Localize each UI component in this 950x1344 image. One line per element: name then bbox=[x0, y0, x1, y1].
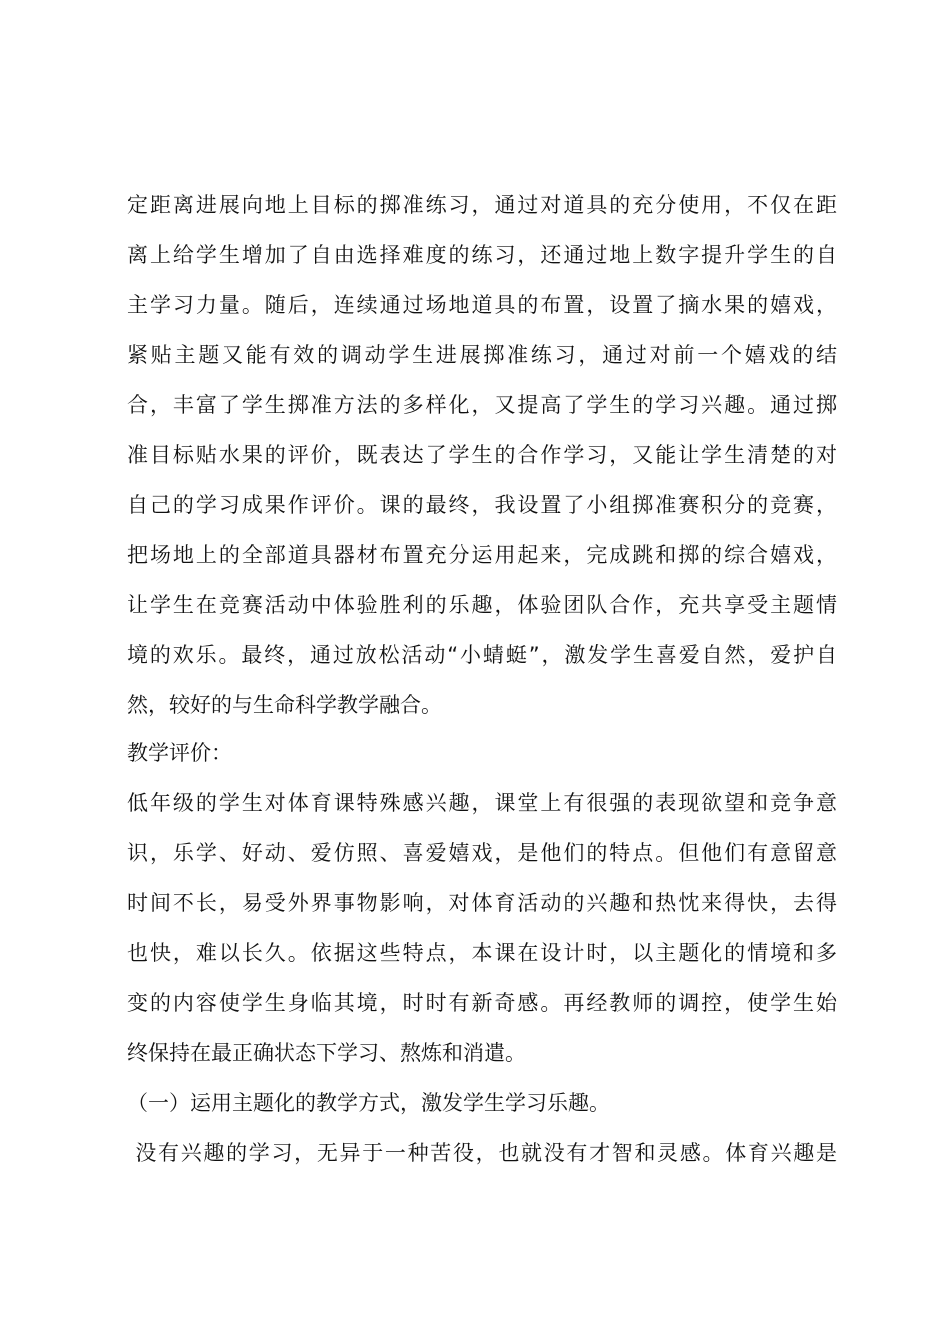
subheading: （一）运用主题化的教学方式，激发学生学习乐趣。 bbox=[127, 1091, 610, 1115]
paragraph-line: 准目标贴水果的评价，既表达了学生的合作学习，又能让学生清楚的对 bbox=[127, 443, 837, 467]
paragraph-line: 主学习力量。随后，连续通过场地道具的布置，设置了摘水果的嬉戏， bbox=[127, 293, 837, 317]
paragraph-line: 让学生在竞赛活动中体验胜利的乐趣，体验团队合作，充共享受主题情 bbox=[127, 593, 837, 617]
paragraph-line: 低年级的学生对体育课特殊感兴趣，课堂上有很强的表现欲望和竞争意 bbox=[127, 791, 837, 815]
paragraph-line: 然，较好的与生命科学教学融合。 bbox=[127, 693, 442, 717]
paragraph-line: 合，丰富了学生掷准方法的多样化，又提高了学生的学习兴趣。通过掷 bbox=[127, 393, 837, 417]
paragraph-line: 定距离进展向地上目标的掷准练习，通过对道具的充分使用，不仅在距 bbox=[127, 193, 837, 217]
section-heading: 教学评价： bbox=[127, 741, 232, 765]
paragraph-line: 终保持在最正确状态下学习、熬炼和消遣。 bbox=[127, 1041, 526, 1065]
paragraph-line: 识，乐学、好动、爱仿照、喜爱嬉戏，是他们的特点。但他们有意留意 bbox=[127, 841, 837, 865]
paragraph-line: 变的内容使学生身临其境，时时有新奇感。再经教师的调控，使学生始 bbox=[127, 991, 837, 1015]
paragraph-line: 时间不长，易受外界事物影响，对体育活动的兴趣和热忱来得快，去得 bbox=[127, 891, 837, 915]
paragraph-line: 境的欢乐。最终，通过放松活动“小蜻蜓”，激发学生喜爱自然，爱护自 bbox=[127, 643, 837, 667]
paragraph-line: 自己的学习成果作评价。课的最终，我设置了小组掷准赛积分的竞赛， bbox=[127, 493, 837, 517]
paragraph-line: 也快，难以长久。依据这些特点，本课在设计时，以主题化的情境和多 bbox=[127, 941, 837, 965]
paragraph-line: 紧贴主题又能有效的调动学生进展掷准练习，通过对前一个嬉戏的结 bbox=[127, 343, 837, 367]
paragraph-line: 把场地上的全部道具器材布置充分运用起来，完成跳和掷的综合嬉戏， bbox=[127, 543, 837, 567]
paragraph-line: 没有兴趣的学习，无异于一种苦役，也就没有才智和灵感。体育兴趣是 bbox=[127, 1141, 837, 1165]
paragraph-line: 离上给学生增加了自由选择难度的练习，还通过地上数字提升学生的自 bbox=[127, 243, 837, 267]
